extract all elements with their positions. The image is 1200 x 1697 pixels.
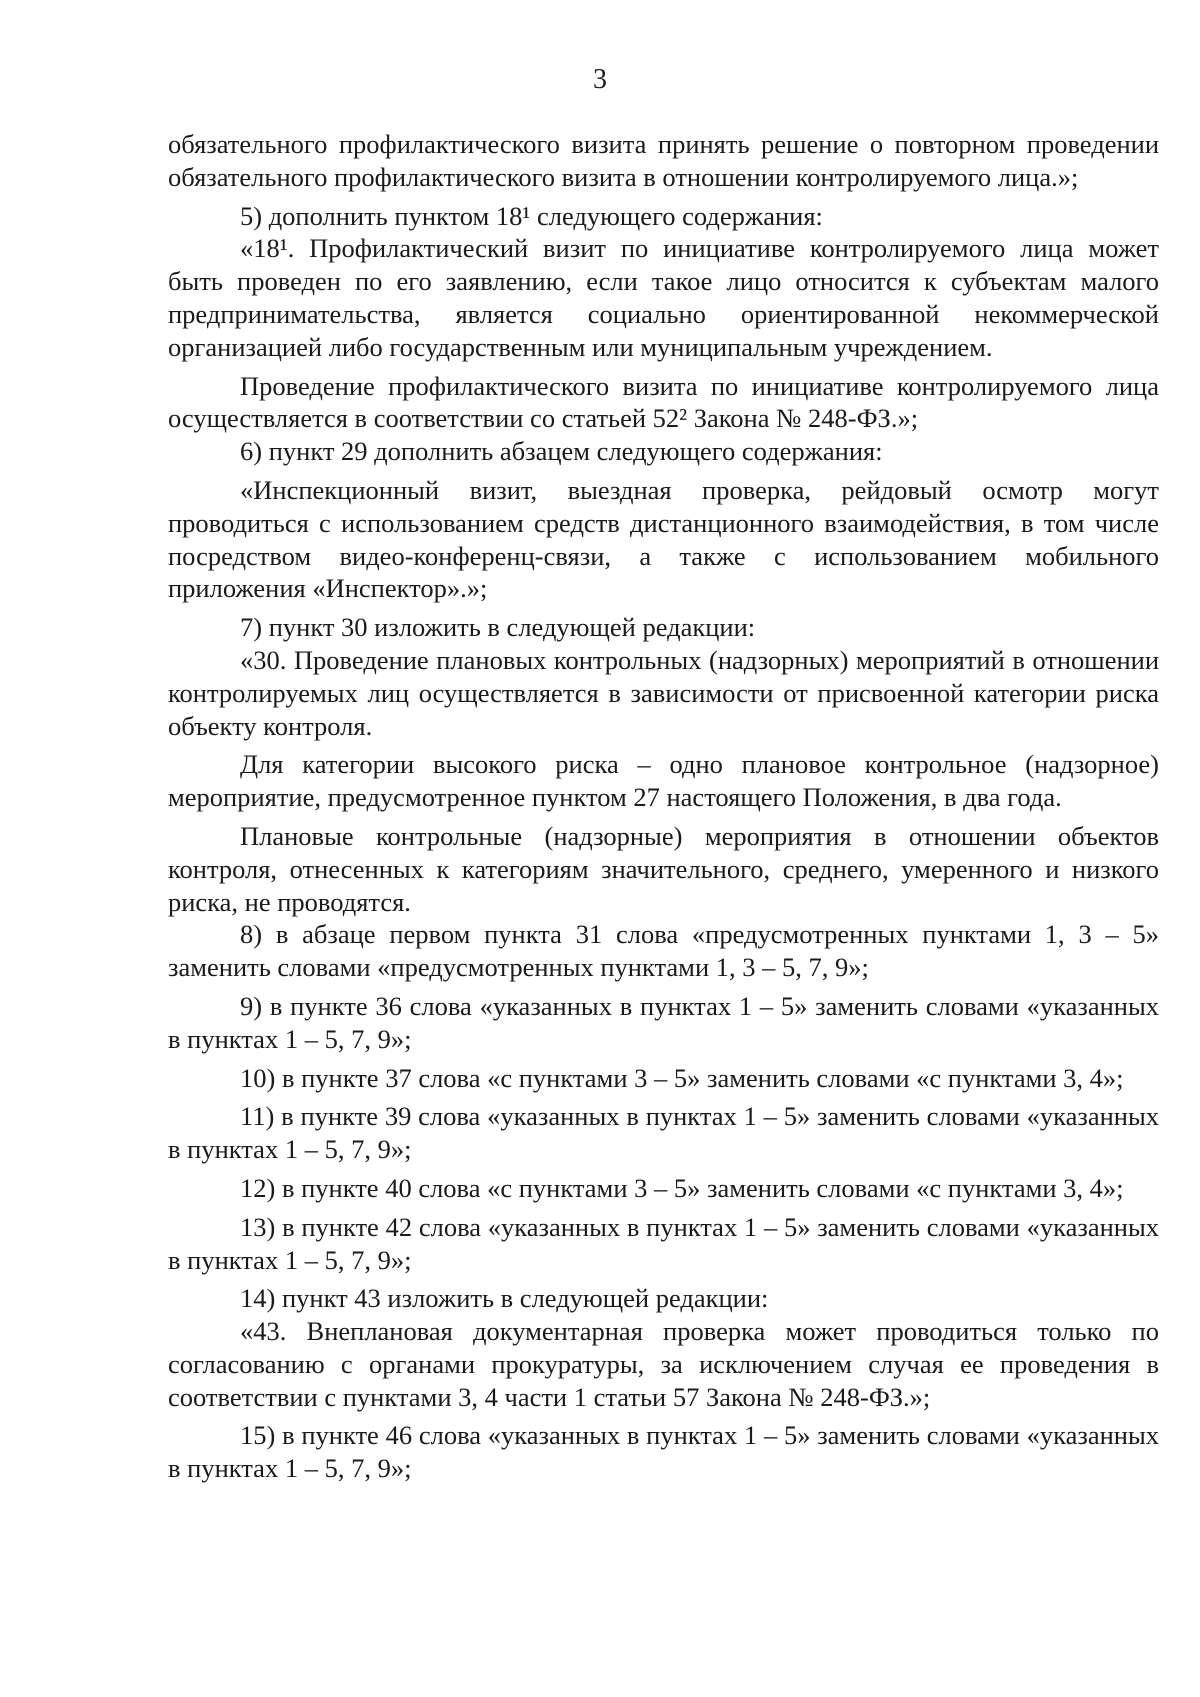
paragraph: Проведение профилактического визита по инициативе контролируемого лица осуществляется в соответствии со статьей 52² Закона № 248-ФЗ.»; [168,370,1159,434]
paragraph: 5) дополнить пунктом 18¹ следующего содержания: [240,200,823,231]
page-number: 3 [593,64,607,95]
paragraph: 9) в пункте 36 слова «указанных в пунктах 1 – 5» заменить словами «указанных в пунктах 1 – 5, 7, 9»; [168,990,1159,1054]
paragraph: Плановые контрольные (надзорные) мероприятия в отношении объектов контроля, отнесенных к категориям значительного, среднего, умеренного и низкого риска, не проводятся. [168,820,1159,917]
paragraph: 14) пункт 43 изложить в следующей редакции: [240,1283,769,1314]
paragraph: 11) в пункте 39 слова «указанных в пунктах 1 – 5» заменить словами «указанных в пунктах 1 – 5, 7, 9»; [168,1101,1159,1165]
paragraph: 7) пункт 30 изложить в следующей редакции: [240,612,756,643]
paragraph: «Инспекционный визит, выездная проверка, рейдовый осмотр могут проводиться с использованием средств дистанционного взаимодействия, в том числе посредством видео-конференц-связи, а также с использованием мобильного приложения «Инспектор».»; [168,474,1159,604]
paragraph: 12) в пункте 40 слова «с пунктами 3 – 5» заменить словами «с пунктами 3, 4»; [240,1172,1124,1203]
paragraph: 10) в пункте 37 слова «с пунктами 3 – 5» заменить словами «с пунктами 3, 4»; [240,1062,1124,1093]
paragraph: «18¹. Профилактический визит по инициативе контролируемого лица может быть проведен по его заявлению, если такое лицо относится к субъектам малого предпринимательства, является социально ориентированной некоммерческой организацией либо государственным или муниципальным учреждением. [168,233,1159,362]
paragraph: «43. Внеплановая документарная проверка может проводиться только по согласованию с органами прокуратуры, за исключением случая ее проведения в соответствии с пунктами 3, 4 части 1 статьи 57 Закона № 248-ФЗ.»; [168,1316,1159,1412]
paragraph: Для категории высокого риска – одно плановое контрольное (надзорное) мероприятие, предусмотренное пунктом 27 настоящего Положения, в два года. [168,749,1159,813]
document-body [168,128,1159,1485]
paragraph: 6) пункт 29 дополнить абзацем следующего содержания: [240,436,883,467]
paragraph: 15) в пункте 46 слова «указанных в пунктах 1 – 5» заменить словами «указанных в пунктах 1 – 5, 7, 9»; [168,1420,1159,1484]
paragraph: «30. Проведение плановых контрольных (надзорных) мероприятий в отношении контролируемых лиц осуществляется в зависимости от присвоенной категории риска объекту контроля. [168,644,1159,741]
paragraph: 8) в абзаце первом пункта 31 слова «предусмотренных пунктами 1, 3 – 5» заменить словами «предусмотренных пунктами 1, 3 – 5, 7, 9»; [168,919,1159,983]
paragraph: 13) в пункте 42 слова «указанных в пунктах 1 – 5» заменить словами «указанных в пунктах 1 – 5, 7, 9»; [168,1211,1159,1275]
paragraph: обязательного профилактического визита принять решение о повторном проведении обязательного профилактического визита в отношении контролируемого лица.»; [168,129,1159,192]
